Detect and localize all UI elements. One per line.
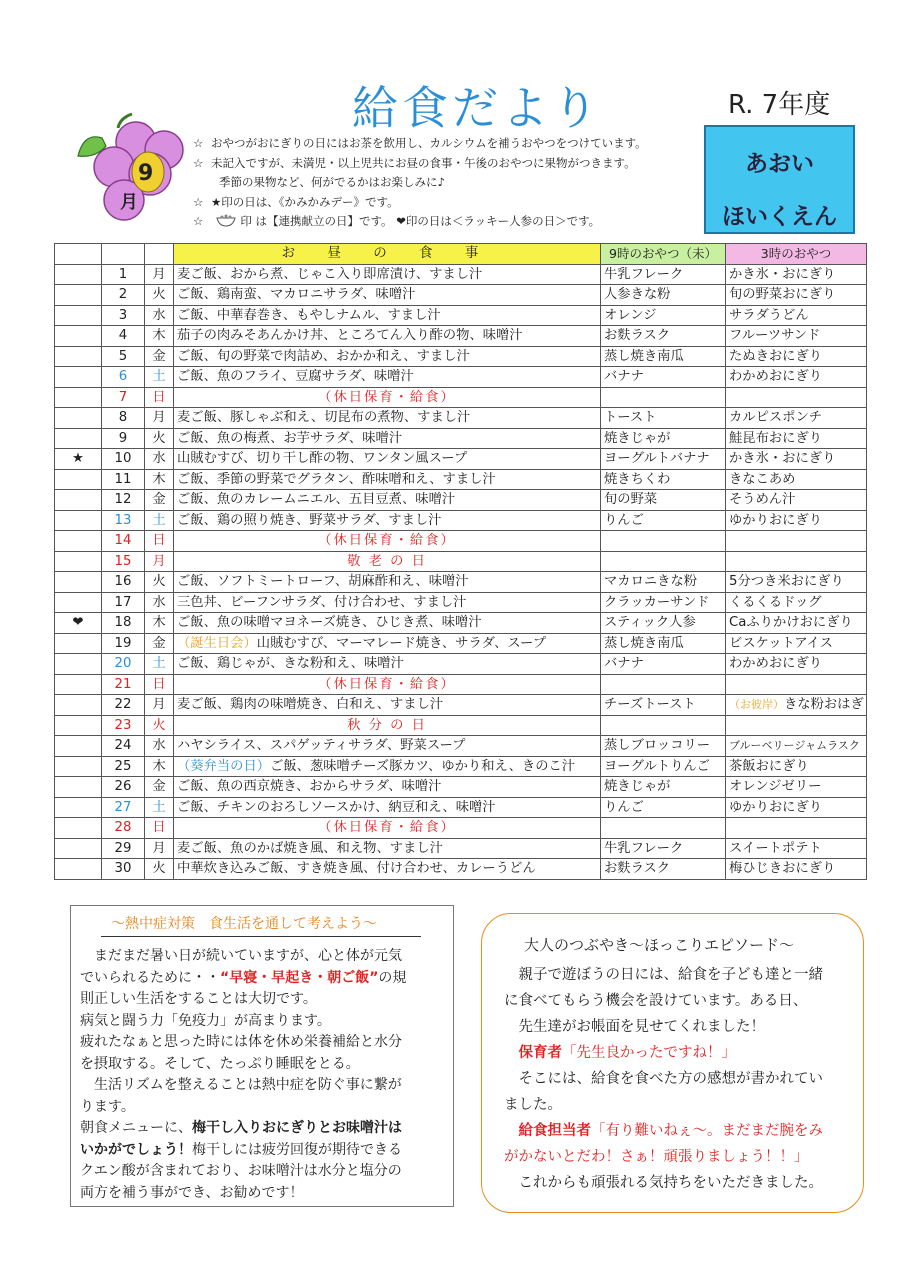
row-am-snack [601, 531, 726, 552]
event-tag: （葵弁当の日） [177, 758, 271, 774]
row-mark [55, 469, 102, 490]
row-day: 5 [102, 346, 145, 367]
month-label: 月 [120, 192, 138, 213]
row-weekday: 金 [145, 633, 174, 654]
lunch-text: 三色丼、ビーフンサラダ、付け合わせ、すまし汁 [177, 594, 467, 610]
row-day: 8 [102, 408, 145, 429]
row-am-snack: 焼きじゃが [601, 777, 726, 798]
row-weekday: 木 [145, 469, 174, 490]
lunch-text: ご飯、魚の味噌マヨネーズ焼き、ひじき煮、味噌汁 [177, 615, 482, 631]
row-mark: ❤ [55, 613, 102, 634]
row-am-snack: 焼きじゃが [601, 428, 726, 449]
lunch-text: ご飯、葱味噌チーズ豚カツ、ゆかり和え、きのこ汁 [270, 758, 576, 774]
school-name-line1: あおい [745, 151, 814, 177]
table-row [55, 613, 867, 634]
row-lunch [174, 797, 601, 818]
row-pm-snack [726, 346, 867, 367]
table-row [55, 818, 867, 839]
row-pm-snack [726, 695, 867, 716]
row-pm-snack [726, 633, 867, 654]
row-mark [55, 428, 102, 449]
row-mark [55, 551, 102, 572]
row-day: 9 [102, 428, 145, 449]
lunch-text: ご飯、チキンのおろしソースかけ、納豆和え、味噌汁 [177, 799, 496, 815]
row-day: 19 [102, 633, 145, 654]
table-row [55, 551, 867, 572]
row-day: 23 [102, 715, 145, 736]
pm-snack-text: Caふりかけおにぎり [729, 615, 853, 631]
row-lunch [174, 387, 601, 408]
table-row [55, 797, 867, 818]
event-tag: （誕生日会） [177, 635, 257, 651]
row-weekday: 土 [145, 797, 174, 818]
page-title: 給食だより [352, 81, 602, 135]
row-am-snack: クラッカーサンド [601, 592, 726, 613]
table-row [55, 592, 867, 613]
row-weekday: 土 [145, 510, 174, 531]
pm-snack-text: たぬきおにぎり [729, 348, 823, 364]
row-am-snack: 蒸し焼き南瓜 [601, 633, 726, 654]
table-row [55, 490, 867, 511]
row-day: 21 [102, 674, 145, 695]
lunch-text: ご飯、魚のカレームニエル、五目豆煮、味噌汁 [177, 492, 456, 508]
row-am-snack: 蒸し焼き南瓜 [601, 346, 726, 367]
row-day: 26 [102, 777, 145, 798]
header-day [102, 244, 145, 265]
lunch-text: ご飯、魚の西京焼き、おからサラダ、味噌汁 [177, 779, 442, 795]
heat-body: まだまだ暑い日が続いていますが、心と体が元気 でいられるために・・“早寝・早起き・朝ご飯”の規 則正しい生活をすることは大切です。 病気と闘う力「免疫力」が高まります。 疲れたなぁと思った時には体を休め栄養補給と水分 を摂取する。そして、たっぷり睡眠をとる。 生活リズムを整えることは熱中症を防ぐ事に繋が ります。 朝食メニューに、梅干し入りおにぎりとお味噌汁は いかがでしょう！梅干しには疲労回復が期待できる クエン酸が含まれており、お味噌汁は水分と塩分の 両方を補う事ができ、お勧めです！ [80, 948, 407, 1201]
table-row [55, 736, 867, 757]
pm-snack-text: 旬の野菜おにぎり [729, 287, 836, 303]
row-am-snack: 人参きな粉 [601, 285, 726, 306]
row-weekday: 日 [145, 818, 174, 839]
row-day: 1 [102, 264, 145, 285]
lunch-text: ご飯、季節の野菜でグラタン、酢味噌和え、すまし汁 [177, 471, 496, 487]
lunch-text: ご飯、中華春巻き、もやしナムル、すまし汁 [177, 307, 441, 323]
row-pm-snack [726, 428, 867, 449]
row-am-snack [601, 387, 726, 408]
pm-snack-text: 5分つき米おにぎり [729, 574, 844, 590]
row-mark [55, 510, 102, 531]
note-item: ☆ ★印の日は、《かみかみデー》です。 [193, 194, 399, 209]
lunch-text: （休日保育・給食） [318, 533, 456, 549]
row-am-snack: お麩ラスク [601, 859, 726, 880]
row-day: 13 [102, 510, 145, 531]
row-pm-snack [726, 777, 867, 798]
row-weekday: 土 [145, 654, 174, 675]
header-am-snack: 9時のおやつ（未） [601, 244, 726, 265]
row-mark [55, 859, 102, 880]
row-day: 16 [102, 572, 145, 593]
row-weekday: 月 [145, 264, 174, 285]
lunch-text: 麦ご飯、魚のかば焼き風、和え物、すまし汁 [177, 840, 443, 856]
row-weekday: 火 [145, 285, 174, 306]
table-row [55, 756, 867, 777]
row-pm-snack [726, 674, 867, 695]
menu-table [54, 243, 867, 880]
lunch-text: ご飯、魚の梅煮、お芋サラダ、味噌汁 [177, 430, 403, 446]
row-pm-snack [726, 859, 867, 880]
row-am-snack: りんご [601, 797, 726, 818]
row-weekday: 木 [145, 756, 174, 777]
lunch-text: ご飯、鶏南蛮、マカロニサラダ、味噌汁 [177, 287, 416, 303]
row-day: 14 [102, 531, 145, 552]
row-weekday: 水 [145, 305, 174, 326]
row-lunch [174, 633, 601, 654]
row-weekday: 月 [145, 551, 174, 572]
table-row [55, 428, 867, 449]
row-lunch [174, 326, 601, 347]
row-pm-snack [726, 592, 867, 613]
row-lunch [174, 367, 601, 388]
lunch-text: 麦ご飯、豚しゃぶ和え、切昆布の煮物、すまし汁 [177, 410, 471, 426]
row-am-snack: トースト [601, 408, 726, 429]
row-am-snack [601, 551, 726, 572]
lunch-text: （休日保育・給食） [318, 389, 456, 405]
row-mark [55, 264, 102, 285]
row-pm-snack [726, 756, 867, 777]
row-lunch [174, 838, 601, 859]
table-row [55, 531, 867, 552]
row-day: 22 [102, 695, 145, 716]
row-mark [55, 838, 102, 859]
row-pm-snack [726, 736, 867, 757]
row-weekday: 日 [145, 531, 174, 552]
row-lunch [174, 613, 601, 634]
row-pm-snack [726, 715, 867, 736]
pm-snack-text: ゆかりおにぎり [729, 799, 823, 815]
school-badge [704, 125, 855, 234]
row-lunch [174, 818, 601, 839]
row-lunch [174, 285, 601, 306]
lunch-text: 敬 老 の 日 [347, 553, 427, 569]
note-item: ☆ 印 は【連携献立の日】です。 ❤印の日は＜ラッキー人参の日＞です。 [193, 214, 601, 228]
table-row [55, 859, 867, 880]
row-day: 3 [102, 305, 145, 326]
row-mark [55, 572, 102, 593]
row-pm-snack [726, 531, 867, 552]
row-pm-snack [726, 449, 867, 470]
heat-stroke-box [70, 905, 454, 1207]
table-row [55, 510, 867, 531]
pm-snack-text: きな粉おはぎ [784, 697, 864, 713]
row-weekday: 水 [145, 736, 174, 757]
row-day: 30 [102, 859, 145, 880]
row-lunch [174, 469, 601, 490]
row-weekday: 日 [145, 674, 174, 695]
row-pm-snack [726, 408, 867, 429]
row-pm-snack [726, 264, 867, 285]
lunch-text: 麦ご飯、鶏肉の味噌焼き、白和え、すまし汁 [177, 697, 444, 713]
pm-snack-text: そうめん汁 [729, 492, 796, 508]
pm-snack-text: わかめおにぎり [729, 369, 823, 385]
row-pm-snack [726, 654, 867, 675]
row-pm-snack [726, 797, 867, 818]
row-lunch [174, 531, 601, 552]
table-row [55, 305, 867, 326]
row-day: 17 [102, 592, 145, 613]
lunch-text: 山賊むすび、切り干し酢の物、ワンタン風スープ [177, 451, 468, 467]
table-row [55, 572, 867, 593]
row-day: 29 [102, 838, 145, 859]
table-row [55, 449, 867, 470]
row-am-snack: ヨーグルトりんご [601, 756, 726, 777]
row-mark [55, 408, 102, 429]
row-day: 10 [102, 449, 145, 470]
row-mark [55, 490, 102, 511]
pm-snack-text: ブルーベリージャムラスク [729, 739, 860, 753]
row-lunch [174, 408, 601, 429]
row-pm-snack [726, 510, 867, 531]
row-pm-snack [726, 469, 867, 490]
heat-heading: ～熱中症対策 食生活を通して考えよう～ [111, 916, 377, 932]
row-day: 20 [102, 654, 145, 675]
row-mark [55, 305, 102, 326]
lunch-text: 秋 分 の 日 [347, 717, 427, 733]
pm-snack-text: 茶飯おにぎり [729, 758, 809, 774]
table-row [55, 633, 867, 654]
row-am-snack: お麩ラスク [601, 326, 726, 347]
rice-bowl-icon [215, 213, 237, 227]
row-mark [55, 654, 102, 675]
row-mark [55, 715, 102, 736]
table-row [55, 838, 867, 859]
row-mark [55, 756, 102, 777]
row-day: 6 [102, 367, 145, 388]
row-mark [55, 633, 102, 654]
row-mark [55, 367, 102, 388]
row-am-snack: 蒸しブロッコリー [601, 736, 726, 757]
row-pm-snack [726, 367, 867, 388]
year-label: R. 7年度 [728, 90, 831, 120]
table-row [55, 654, 867, 675]
row-am-snack: バナナ [601, 654, 726, 675]
row-weekday: 水 [145, 449, 174, 470]
row-pm-snack [726, 326, 867, 347]
row-lunch [174, 510, 601, 531]
row-weekday: 木 [145, 326, 174, 347]
row-am-snack: りんご [601, 510, 726, 531]
row-mark [55, 346, 102, 367]
row-pm-snack [726, 285, 867, 306]
lunch-text: 茄子の肉みそあんかけ丼、ところてん入り酢の物、味噌汁 [177, 328, 523, 344]
row-am-snack: ヨーグルトバナナ [601, 449, 726, 470]
row-day: 12 [102, 490, 145, 511]
pm-snack-text: かき氷・おにぎり [729, 266, 836, 282]
row-weekday: 月 [145, 695, 174, 716]
row-lunch [174, 715, 601, 736]
row-weekday: 水 [145, 592, 174, 613]
row-pm-snack [726, 551, 867, 572]
row-am-snack [601, 674, 726, 695]
row-weekday: 火 [145, 859, 174, 880]
table-row [55, 285, 867, 306]
pm-snack-text: かき氷・おにぎり [729, 451, 836, 467]
header-mark [55, 244, 102, 265]
pm-snack-text: ゆかりおにぎり [729, 512, 823, 528]
row-lunch [174, 346, 601, 367]
header-lunch: お 昼 の 食 事 [174, 244, 601, 265]
pm-snack-text: カルピスポンチ [729, 410, 823, 426]
row-pm-snack [726, 818, 867, 839]
pm-snack-text: フルーツサンド [729, 328, 821, 344]
table-row [55, 469, 867, 490]
row-mark [55, 797, 102, 818]
notes-list [193, 134, 647, 232]
row-mark [55, 736, 102, 757]
pm-snack-text: サラダうどん [729, 307, 809, 323]
row-day: 27 [102, 797, 145, 818]
row-lunch [174, 305, 601, 326]
row-weekday: 金 [145, 346, 174, 367]
row-am-snack: オレンジ [601, 305, 726, 326]
row-mark [55, 592, 102, 613]
lunch-text: ご飯、旬の野菜で肉詰め、おかか和え、すまし汁 [177, 348, 470, 364]
row-mark [55, 285, 102, 306]
table-row [55, 326, 867, 347]
row-mark [55, 531, 102, 552]
row-lunch [174, 859, 601, 880]
table-row [55, 715, 867, 736]
row-weekday: 月 [145, 838, 174, 859]
table-row [55, 674, 867, 695]
row-lunch [174, 777, 601, 798]
table-row [55, 777, 867, 798]
row-weekday: 木 [145, 613, 174, 634]
row-weekday: 月 [145, 408, 174, 429]
row-lunch [174, 695, 601, 716]
row-day: 28 [102, 818, 145, 839]
row-weekday: 金 [145, 490, 174, 511]
row-day: 7 [102, 387, 145, 408]
row-lunch [174, 654, 601, 675]
row-lunch [174, 428, 601, 449]
row-lunch [174, 264, 601, 285]
row-lunch [174, 674, 601, 695]
lunch-text: ご飯、鶏じゃが、きな粉和え、味噌汁 [177, 656, 404, 672]
row-am-snack: 牛乳フレーク [601, 838, 726, 859]
row-am-snack: 旬の野菜 [601, 490, 726, 511]
row-lunch [174, 449, 601, 470]
row-am-snack: バナナ [601, 367, 726, 388]
lunch-text: ご飯、ソフトミートローフ、胡麻酢和え、味噌汁 [177, 574, 469, 590]
header-weekday [145, 244, 174, 265]
table-row [55, 346, 867, 367]
pm-snack-text: ビスケットアイス [729, 635, 833, 651]
pm-snack-text: きなこあめ [729, 471, 796, 487]
grape-month-icon [64, 112, 190, 228]
table-row [55, 367, 867, 388]
pm-snack-text: 梅ひじきおにぎり [729, 861, 836, 877]
table-row [55, 408, 867, 429]
note-item: ☆ おやつがおにぎりの日にはお茶を飲用し、カルシウムを補うおやつをつけています。 [193, 136, 647, 150]
pm-snack-text: わかめおにぎり [729, 656, 823, 672]
row-am-snack: スティック人参 [601, 613, 726, 634]
table-header-row [55, 244, 867, 265]
episode-heading: 大人のつぶやき～ほっこりエピソード～ [524, 936, 795, 954]
row-lunch [174, 736, 601, 757]
row-am-snack [601, 818, 726, 839]
row-weekday: 日 [145, 387, 174, 408]
row-day: 15 [102, 551, 145, 572]
pm-snack-text: 鮭昆布おにぎり [729, 430, 823, 446]
row-am-snack [601, 715, 726, 736]
lunch-text: 中華炊き込みご飯、すき焼き風、付け合わせ、カレーうどん [177, 861, 536, 877]
pm-snack-text: スイートポテト [729, 840, 822, 856]
month-number: 9 [138, 161, 154, 186]
row-lunch [174, 592, 601, 613]
lunch-text: ご飯、魚のフライ、豆腐サラダ、味噌汁 [177, 369, 414, 385]
table-row [55, 264, 867, 285]
lunch-text: 山賊むすび、マーマレード焼き、サラダ、スープ [256, 635, 546, 651]
row-am-snack: チーズトースト [601, 695, 726, 716]
row-day: 4 [102, 326, 145, 347]
row-am-snack: マカロニきな粉 [601, 572, 726, 593]
row-pm-snack [726, 613, 867, 634]
row-mark [55, 674, 102, 695]
row-day: 25 [102, 756, 145, 777]
row-lunch [174, 490, 601, 511]
pm-snack-text: オレンジゼリー [729, 779, 822, 795]
row-day: 2 [102, 285, 145, 306]
row-mark [55, 695, 102, 716]
pm-snack-text: くるくるドッグ [729, 594, 822, 610]
row-weekday: 火 [145, 715, 174, 736]
episode-box [481, 913, 864, 1213]
episode-body: 親子で遊ぼうの日には、給食を子ども達と一緒 に食べてもらう機会を設けています。ある日、 先生達がお帳面を見せてくれました！ 保育者「先生良かったですね！」 そこには、給食を食べた方の感想が書かれてい ました。 給食担当者「有り難いねぇ～。まだまだ腕をみ がかないとだわ！さぁ！頑張りましょう！！」 これからも頑張れる気持ちをいただきました。 [504, 967, 823, 1191]
lunch-text: （休日保育・給食） [318, 676, 456, 692]
row-pm-snack [726, 387, 867, 408]
event-tag: （お彼岸） [729, 698, 784, 712]
table-row [55, 695, 867, 716]
row-day: 24 [102, 736, 145, 757]
row-mark: ★ [55, 449, 102, 470]
row-lunch [174, 551, 601, 572]
row-am-snack: 焼きちくわ [601, 469, 726, 490]
lunch-text: ハヤシライス、スパゲッティサラダ、野菜スープ [177, 738, 466, 754]
row-mark [55, 387, 102, 408]
note-item: 季節の果物など、何がでるかはお楽しみに♪ [219, 175, 445, 189]
lunch-text: 麦ご飯、おから煮、じゃこ入り即席漬け、すまし汁 [177, 266, 483, 282]
row-day: 11 [102, 469, 145, 490]
row-weekday: 金 [145, 777, 174, 798]
row-lunch [174, 756, 601, 777]
row-mark [55, 777, 102, 798]
row-pm-snack [726, 490, 867, 511]
row-weekday: 土 [145, 367, 174, 388]
row-am-snack: 牛乳フレーク [601, 264, 726, 285]
row-pm-snack [726, 838, 867, 859]
row-day: 18 [102, 613, 145, 634]
row-lunch [174, 572, 601, 593]
row-mark [55, 326, 102, 347]
row-weekday: 火 [145, 428, 174, 449]
heat-underline [101, 936, 421, 937]
header-pm-snack: 3時のおやつ [726, 244, 867, 265]
table-row [55, 387, 867, 408]
lunch-text: （休日保育・給食） [318, 820, 456, 836]
row-weekday: 火 [145, 572, 174, 593]
row-mark [55, 818, 102, 839]
row-pm-snack [726, 572, 867, 593]
note-item: ☆ 未記入ですが、未満児・以上児共にお昼の食事・午後のおやつに果物がつきます。 [193, 155, 636, 170]
row-pm-snack [726, 305, 867, 326]
school-name-line2: ほいくえん [722, 204, 837, 230]
lunch-text: ご飯、鶏の照り焼き、野菜サラダ、すまし汁 [177, 512, 442, 528]
